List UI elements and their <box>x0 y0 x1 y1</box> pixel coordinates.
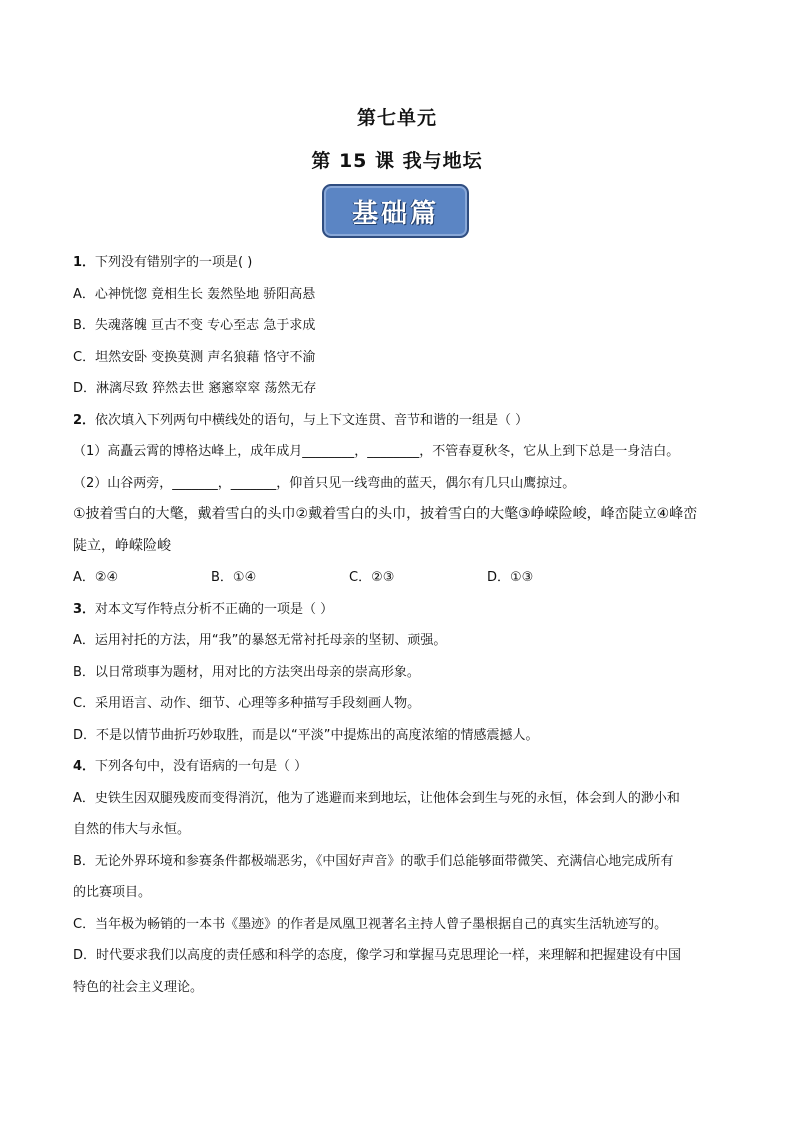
question-3-stem <box>73 594 733 626</box>
question-number: 2． <box>73 412 96 428</box>
option-b: B．①④ <box>211 570 257 585</box>
question-number: 4． <box>73 759 96 774</box>
option-d: D．不是以情节曲折巧妙取胜，而是以“平淡”中提炼出的高度浓缩的情感震撼人。 <box>73 727 539 743</box>
question-2-stem <box>73 405 733 437</box>
question-list <box>73 247 733 1003</box>
unit-title: 第七单元 <box>356 107 437 129</box>
option-b: B．失魂落魄 亘古不变 专心至志 急于求成 <box>73 318 316 333</box>
option-d-continued: 特色的社会主义理论。 <box>73 979 204 995</box>
option-a: A．史铁生因双腿残废而变得消沉，他为了逃避而来到地坛，让他体会到生与死的永恒，体会到人的渺小和 <box>73 790 680 806</box>
option-a-continued: 自然的伟大与永恒。 <box>73 822 191 837</box>
option-d: D．①③ <box>487 570 534 585</box>
question-text: 对本文写作特点分析不正确的一项是（ ） <box>95 601 334 617</box>
sentence-2: （2）山谷两旁，_______，_______，仰首只见一线弯曲的蓝天，偶尔有几只山鹰掠过。 <box>73 475 576 491</box>
option-c: C．②③ <box>349 570 395 585</box>
option-d: D．淋漓尽致 猝然去世 窸窸窣窣 荡然无存 <box>73 381 317 396</box>
question-4-stem <box>73 751 733 783</box>
question-number: 3． <box>73 601 96 617</box>
option-c: C．当年极为畅销的一本书《墨迹》的作者是凤凰卫视著名主持人曾子墨根据自己的真实生活轨迹写的。 <box>73 916 668 932</box>
question-text: 依次填入下列两句中横线处的语句，与上下文连贯、音节和谐的一组是（ ） <box>95 412 529 428</box>
question-number: 1． <box>73 255 96 270</box>
sentence-1: （1）高矗云霄的博格达峰上，成年成月________，________，不管春夏秋冬，它从上到下总是一身洁白。 <box>73 444 680 459</box>
choices-line-1: ①披着雪白的大氅，戴着雪白的头巾②戴着雪白的头巾，披着雪白的大氅③峥嵘险峻，峰峦陡立④峰峦 <box>73 506 698 522</box>
option-c: C．采用语言、动作、细节、心理等多种描写手段刻画人物。 <box>73 696 421 711</box>
answer-options <box>73 562 733 594</box>
option-b: B．无论外界环境和参赛条件都极端恶劣，《中国好声音》的歌手们总能够面带微笑、充满信心地完成所有 <box>73 853 674 869</box>
option-b-continued: 的比赛项目。 <box>73 885 152 900</box>
option-d: D．时代要求我们以高度的责任感和科学的态度，像学习和掌握马克思理论一样，来理解和把握建设有中国 <box>73 948 682 963</box>
section-badge <box>322 184 469 238</box>
question-1-stem <box>73 247 733 279</box>
option-a: A．运用衬托的方法，用“我”的暴怒无常衬托母亲的坚韧、顽强。 <box>73 633 447 648</box>
lesson-title: 第 15 课 我与地坛 <box>311 150 483 172</box>
choices-line-2: 陡立，峥嵘险峻 <box>73 537 171 554</box>
question-text: 下列没有错别字的一项是( ) <box>95 255 253 270</box>
option-a: A．②④ <box>73 570 119 585</box>
question-text: 下列各句中，没有语病的一句是（ ） <box>95 759 308 774</box>
option-a: A．心神恍惚 竟相生长 轰然坠地 骄阳高悬 <box>73 286 316 302</box>
option-b: B．以日常琐事为题材，用对比的方法突出母亲的崇高形象。 <box>73 664 420 680</box>
section-badge-label: 基础篇 <box>351 198 439 229</box>
option-c: C．坦然安卧 变换莫测 声名狼藉 恪守不渝 <box>73 349 316 365</box>
